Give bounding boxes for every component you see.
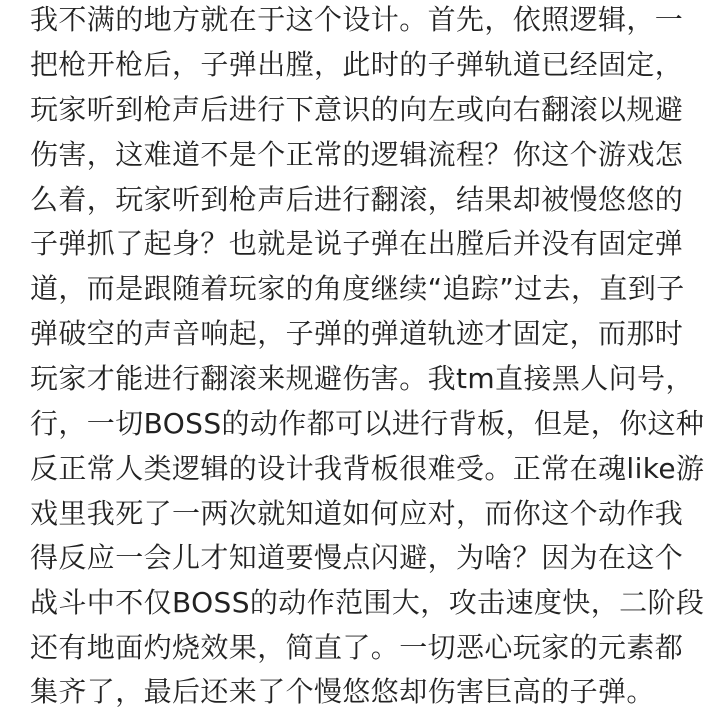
text-line-8: 弹破空的声音响起，子弹的弹道轨迹才固定，而那时 bbox=[30, 317, 684, 350]
text-line-1: 我不满的地方就在于这个设计。首先，依照逻辑，一 bbox=[30, 3, 684, 36]
text-line-5: 么着，玩家听到枪声后进行翻滚，结果却被慢悠悠的 bbox=[30, 183, 684, 216]
text-line-16: 集齐了，最后还来了个慢悠悠却伤害巨高的子弹。 bbox=[30, 675, 655, 708]
text-line-4: 伤害，这难道不是个正常的逻辑流程？你这个游戏怎 bbox=[30, 138, 684, 171]
text-line-14: 战斗中不仅BOSS的动作范围大，攻击速度快，二阶段 bbox=[30, 586, 705, 619]
text-line-7: 道，而是跟随着玩家的角度继续“追踪”过去，直到子 bbox=[30, 272, 685, 305]
text-line-10: 行，一切BOSS的动作都可以进行背板，但是，你这种 bbox=[30, 407, 705, 440]
text-line-11: 反正常人类逻辑的设计我背板很难受。正常在魂like游 bbox=[30, 452, 705, 485]
text-line-2: 把枪开枪后，子弹出膛，此时的子弹轨道已经固定， bbox=[30, 48, 684, 81]
text-line-9: 玩家才能进行翻滚来规避伤害。我tm直接黑人问号， bbox=[30, 362, 694, 395]
text-line-13: 得反应一会儿才知道要慢点闪避，为啥？因为在这个 bbox=[30, 541, 684, 574]
text-line-3: 玩家听到枪声后进行下意识的向左或向右翻滚以规避 bbox=[30, 93, 684, 126]
text-line-15: 还有地面灼烧效果，简直了。一切恶心玩家的元素都 bbox=[30, 631, 684, 664]
text-line-12: 戏里我死了一两次就知道如何应对，而你这个动作我 bbox=[30, 497, 684, 530]
text-line-6: 子弹抓了起身？也就是说子弹在出膛后并没有固定弹 bbox=[30, 227, 684, 260]
